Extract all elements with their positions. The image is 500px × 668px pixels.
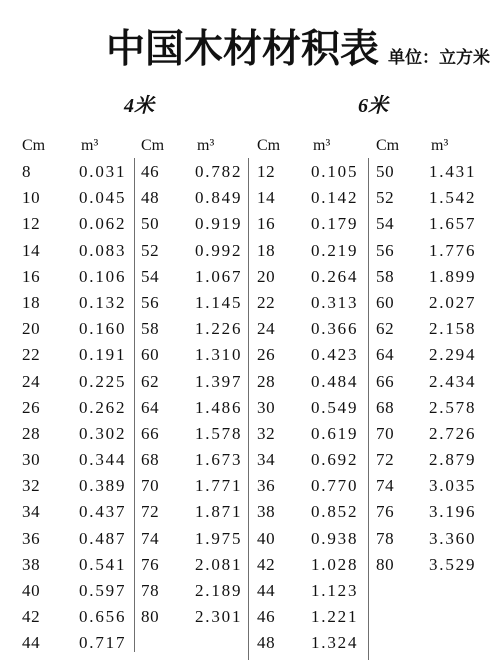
diameter-cell: 72	[141, 502, 160, 522]
diameter-cell: 28	[257, 371, 276, 391]
header-row	[376, 133, 476, 159]
volume-cell: 0.142	[311, 188, 359, 208]
volume-cell: 3.529	[429, 554, 477, 574]
diameter-cell: 60	[376, 292, 395, 312]
diameter-cell: 10	[22, 188, 41, 208]
diameter-cell: 30	[257, 397, 276, 417]
diameter-cell: 40	[22, 581, 41, 600]
volume-cell: 0.313	[311, 292, 359, 312]
diameter-cell: 24	[22, 371, 41, 391]
diameter-cell: 62	[376, 319, 395, 339]
volume-cell: 0.423	[311, 345, 359, 365]
header-m3: m³	[313, 137, 331, 154]
table-row	[141, 421, 241, 447]
volume-cell: 0.264	[311, 266, 359, 286]
table-row	[257, 211, 357, 237]
volume-cell: 0.225	[79, 371, 127, 391]
section-divider	[248, 158, 249, 660]
table-row	[22, 369, 127, 395]
table-row	[22, 421, 127, 447]
diameter-cell: 64	[376, 345, 395, 365]
volume-cell: 1.486	[195, 397, 243, 417]
table-row	[257, 447, 357, 473]
volume-cell: 1.542	[429, 188, 477, 208]
volume-cell: 0.160	[79, 319, 127, 339]
volume-cell: 0.919	[195, 214, 243, 234]
table-row	[22, 342, 127, 368]
table-row	[141, 526, 241, 552]
diameter-cell: 72	[376, 450, 395, 470]
page-title: 中国木材材积表	[106, 28, 380, 71]
diameter-cell: 58	[141, 319, 160, 339]
volume-cell: 0.782	[195, 162, 243, 181]
volume-cell: 0.105	[311, 162, 359, 181]
volume-cell: 0.487	[79, 528, 127, 548]
table-row	[376, 211, 476, 237]
volume-cell: 2.294	[429, 345, 477, 365]
column-divider	[134, 158, 135, 652]
diameter-cell: 20	[22, 319, 41, 339]
volume-cell: 0.541	[79, 554, 127, 574]
table-row	[22, 316, 127, 342]
table-row	[257, 421, 357, 447]
table-row	[141, 552, 241, 578]
table-row	[257, 342, 357, 368]
diameter-cell: 30	[22, 450, 41, 470]
table-row	[22, 578, 127, 604]
table-row	[376, 264, 476, 290]
diameter-cell: 34	[257, 450, 276, 470]
table-row	[257, 316, 357, 342]
volume-cell: 0.344	[79, 450, 127, 470]
table-row	[22, 473, 127, 499]
table-row	[376, 342, 476, 368]
diameter-cell: 70	[141, 476, 160, 496]
table-row	[141, 578, 241, 604]
volume-cell: 0.132	[79, 292, 127, 312]
volume-cell: 0.938	[311, 528, 359, 548]
diameter-cell: 24	[257, 319, 276, 339]
volume-cell: 0.191	[79, 345, 127, 365]
diameter-cell: 36	[22, 528, 41, 548]
volume-cell: 0.992	[195, 240, 243, 260]
volume-cell: 0.366	[311, 319, 359, 339]
column-block	[257, 133, 357, 657]
column-block	[376, 133, 476, 578]
volume-cell: 0.083	[79, 240, 127, 260]
table-row	[22, 159, 127, 185]
section-label-6m: 6米	[358, 95, 388, 117]
table-row	[141, 185, 241, 211]
table-row	[141, 159, 241, 185]
volume-cell: 2.081	[195, 554, 243, 574]
table-row	[141, 499, 241, 525]
diameter-cell: 62	[141, 371, 160, 391]
diameter-cell: 14	[257, 188, 276, 208]
table-row	[376, 526, 476, 552]
header-m3: m³	[431, 137, 449, 154]
table-row	[22, 552, 127, 578]
volume-cell: 0.045	[79, 188, 127, 208]
volume-cell: 0.717	[79, 633, 127, 653]
diameter-cell: 14	[22, 240, 41, 260]
diameter-cell: 20	[257, 266, 276, 286]
volume-cell: 0.031	[79, 162, 127, 181]
table-row	[22, 395, 127, 421]
table-row	[257, 238, 357, 264]
header-row	[22, 133, 122, 159]
diameter-cell: 78	[141, 581, 160, 600]
diameter-cell: 56	[376, 240, 395, 260]
volume-cell: 0.302	[79, 423, 127, 443]
diameter-cell: 64	[141, 397, 160, 417]
volume-cell: 3.196	[429, 502, 477, 522]
diameter-cell: 12	[22, 214, 41, 234]
table-row	[376, 290, 476, 316]
diameter-cell: 60	[141, 345, 160, 365]
section-label-4m: 4米	[124, 95, 154, 117]
volume-cell: 3.360	[429, 528, 477, 548]
volume-cell: 2.434	[429, 371, 477, 391]
volume-cell: 1.771	[195, 476, 243, 496]
volume-cell: 1.673	[195, 450, 243, 470]
diameter-cell: 36	[257, 476, 276, 496]
diameter-cell: 18	[257, 240, 276, 260]
diameter-cell: 26	[257, 345, 276, 365]
volume-cell: 1.657	[429, 214, 477, 234]
volume-cell: 1.871	[195, 502, 243, 522]
table-row	[141, 316, 241, 342]
table-row	[376, 185, 476, 211]
volume-cell: 2.027	[429, 292, 477, 312]
table-row	[376, 447, 476, 473]
volume-cell: 0.437	[79, 502, 127, 522]
diameter-cell: 38	[22, 554, 41, 574]
diameter-cell: 46	[141, 162, 160, 181]
column-block	[22, 133, 127, 657]
diameter-cell: 58	[376, 266, 395, 286]
table-row	[376, 316, 476, 342]
table-row	[257, 290, 357, 316]
header-row	[257, 133, 357, 159]
volume-cell: 1.899	[429, 266, 477, 286]
column-divider	[368, 158, 369, 660]
diameter-cell: 70	[376, 423, 395, 443]
diameter-cell: 12	[257, 162, 276, 181]
volume-cell: 2.879	[429, 450, 477, 470]
diameter-cell: 74	[376, 476, 395, 496]
volume-cell: 2.578	[429, 397, 477, 417]
table-row	[22, 238, 127, 264]
diameter-cell: 32	[257, 423, 276, 443]
volume-cell: 3.035	[429, 476, 477, 496]
diameter-cell: 22	[257, 292, 276, 312]
volume-cell: 0.692	[311, 450, 359, 470]
table-row	[376, 369, 476, 395]
volume-cell: 2.158	[429, 319, 477, 339]
table-row	[376, 499, 476, 525]
table-row	[257, 630, 357, 656]
diameter-cell: 22	[22, 345, 41, 365]
volume-cell: 0.062	[79, 214, 127, 234]
table-row	[257, 526, 357, 552]
diameter-cell: 16	[257, 214, 276, 234]
volume-cell: 0.484	[311, 371, 359, 391]
diameter-cell: 76	[376, 502, 395, 522]
volume-cell: 2.301	[195, 607, 243, 627]
diameter-cell: 76	[141, 554, 160, 574]
table-row	[376, 421, 476, 447]
volume-cell: 1.975	[195, 528, 243, 548]
diameter-cell: 80	[376, 554, 395, 574]
volume-cell: 1.028	[311, 554, 359, 574]
volume-cell: 0.852	[311, 502, 359, 522]
table-row	[22, 211, 127, 237]
volume-cell: 1.067	[195, 266, 243, 286]
header-cm: Cm	[376, 137, 400, 154]
table-row	[22, 290, 127, 316]
table-row	[22, 630, 127, 656]
volume-cell: 1.221	[311, 607, 359, 627]
table-row	[141, 238, 241, 264]
volume-cell: 0.619	[311, 423, 359, 443]
diameter-cell: 68	[141, 450, 160, 470]
volume-cell: 2.726	[429, 423, 477, 443]
table-row	[141, 473, 241, 499]
table-row	[257, 264, 357, 290]
table-row	[22, 447, 127, 473]
diameter-cell: 32	[22, 476, 41, 496]
volume-cell: 0.770	[311, 476, 359, 496]
diameter-cell: 52	[141, 240, 160, 260]
volume-cell: 1.431	[429, 162, 477, 181]
table-row	[376, 552, 476, 578]
volume-cell: 0.849	[195, 188, 243, 208]
diameter-cell: 48	[141, 188, 160, 208]
table-row	[22, 526, 127, 552]
diameter-cell: 8	[22, 162, 32, 181]
volume-cell: 1.123	[311, 581, 359, 600]
table-row	[257, 552, 357, 578]
table-row	[257, 604, 357, 630]
table-row	[22, 185, 127, 211]
table-row	[141, 395, 241, 421]
volume-cell: 0.597	[79, 581, 127, 600]
volume-cell: 0.389	[79, 476, 127, 496]
diameter-cell: 18	[22, 292, 41, 312]
diameter-cell: 44	[22, 633, 41, 653]
diameter-cell: 42	[22, 607, 41, 627]
diameter-cell: 54	[141, 266, 160, 286]
volume-cell: 1.145	[195, 292, 243, 312]
volume-cell: 1.310	[195, 345, 243, 365]
diameter-cell: 66	[141, 423, 160, 443]
table-row	[257, 185, 357, 211]
header-cm: Cm	[22, 137, 46, 154]
diameter-cell: 52	[376, 188, 395, 208]
table-row	[22, 604, 127, 630]
volume-cell: 1.226	[195, 319, 243, 339]
volume-cell: 0.262	[79, 397, 127, 417]
header-m3: m³	[197, 137, 215, 154]
diameter-cell: 68	[376, 397, 395, 417]
volume-cell: 1.578	[195, 423, 243, 443]
table-row	[141, 604, 241, 630]
diameter-cell: 78	[376, 528, 395, 548]
header-row	[141, 133, 241, 159]
volume-cell: 0.549	[311, 397, 359, 417]
diameter-cell: 56	[141, 292, 160, 312]
diameter-cell: 44	[257, 581, 276, 600]
diameter-cell: 16	[22, 266, 41, 286]
table-row	[141, 342, 241, 368]
table-row	[257, 395, 357, 421]
diameter-cell: 48	[257, 633, 276, 653]
diameter-cell: 34	[22, 502, 41, 522]
diameter-cell: 26	[22, 397, 41, 417]
column-block	[141, 133, 241, 630]
unit-label: 单位：立方米	[388, 48, 490, 67]
volume-cell: 0.106	[79, 266, 127, 286]
table-row	[141, 290, 241, 316]
volume-cell: 1.324	[311, 633, 359, 653]
diameter-cell: 50	[141, 214, 160, 234]
table-row	[376, 238, 476, 264]
table-row	[141, 264, 241, 290]
diameter-cell: 74	[141, 528, 160, 548]
header-cm: Cm	[141, 137, 165, 154]
table-row	[141, 447, 241, 473]
volume-cell: 2.189	[195, 581, 243, 600]
table-row	[22, 499, 127, 525]
diameter-cell: 38	[257, 502, 276, 522]
table-row	[376, 395, 476, 421]
table-row	[257, 499, 357, 525]
volume-cell: 0.656	[79, 607, 127, 627]
volume-cell: 0.219	[311, 240, 359, 260]
diameter-cell: 42	[257, 554, 276, 574]
table-row	[257, 369, 357, 395]
volume-cell: 0.179	[311, 214, 359, 234]
diameter-cell: 46	[257, 607, 276, 627]
header-m3: m³	[81, 137, 99, 154]
diameter-cell: 40	[257, 528, 276, 548]
diameter-cell: 80	[141, 607, 160, 627]
diameter-cell: 28	[22, 423, 41, 443]
table-row	[376, 159, 476, 185]
table-row	[141, 369, 241, 395]
volume-cell: 1.776	[429, 240, 477, 260]
header-cm: Cm	[257, 137, 281, 154]
table-row	[22, 264, 127, 290]
diameter-cell: 54	[376, 214, 395, 234]
table-row	[376, 473, 476, 499]
diameter-cell: 66	[376, 371, 395, 391]
table-row	[257, 473, 357, 499]
diameter-cell: 50	[376, 162, 395, 181]
table-row	[257, 578, 357, 604]
volume-cell: 1.397	[195, 371, 243, 391]
table-row	[141, 211, 241, 237]
table-row	[257, 159, 357, 185]
